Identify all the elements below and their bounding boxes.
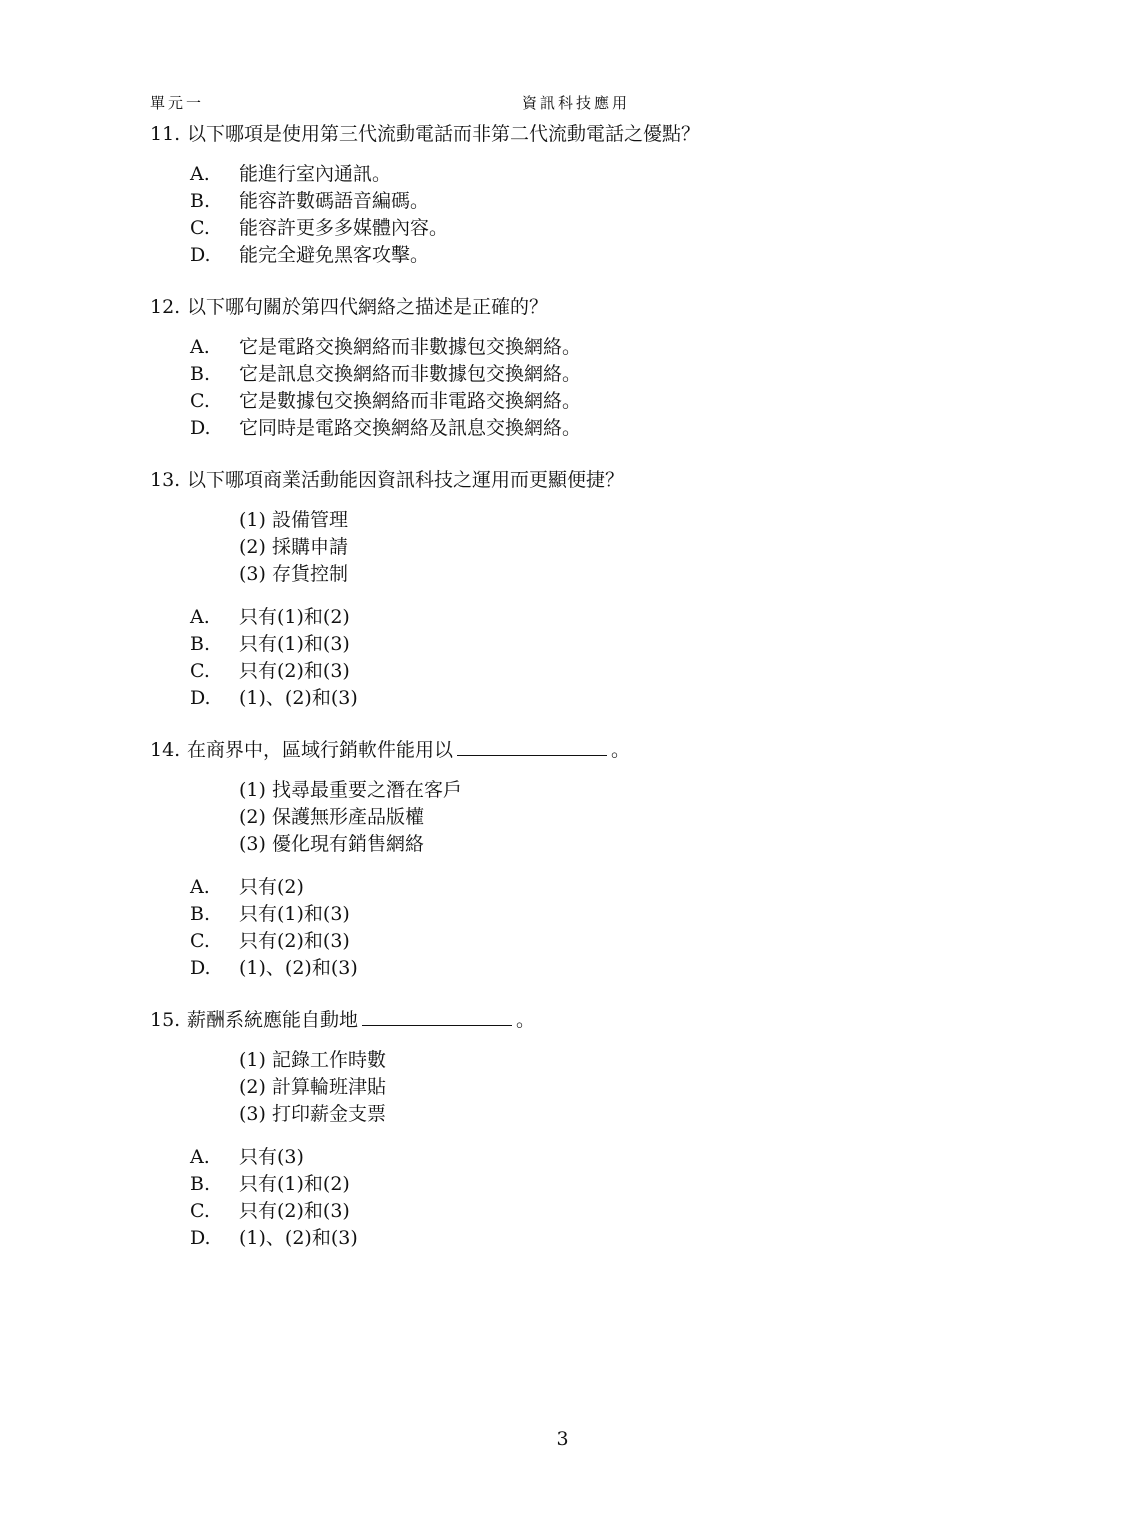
question-14 bbox=[150, 734, 1000, 982]
option-text: 只有(1)和(2) bbox=[239, 1173, 350, 1195]
option-text: (1)、(2)和(3) bbox=[239, 957, 358, 979]
option-d bbox=[190, 955, 1000, 982]
statement-item: (2) 採購申請 bbox=[239, 536, 348, 558]
option-list bbox=[190, 874, 1000, 982]
option-d bbox=[190, 415, 1000, 442]
statement-item: (2) 計算輪班津貼 bbox=[239, 1076, 386, 1098]
option-letter: B. bbox=[190, 1173, 211, 1195]
option-b bbox=[190, 188, 1000, 215]
statement-list bbox=[239, 777, 1000, 858]
option-c bbox=[190, 215, 1000, 242]
option-b bbox=[190, 361, 1000, 388]
question-15 bbox=[150, 1004, 1000, 1252]
option-text: 能容許數碼語音編碼。 bbox=[239, 190, 430, 212]
option-letter: B. bbox=[190, 903, 211, 925]
option-list bbox=[190, 1144, 1000, 1252]
option-letter: C. bbox=[190, 390, 210, 412]
option-b bbox=[190, 631, 1000, 658]
question-number: 14. bbox=[150, 739, 181, 761]
option-text: (1)、(2)和(3) bbox=[239, 687, 358, 709]
option-letter: A. bbox=[190, 606, 210, 628]
question-stem bbox=[150, 1004, 1000, 1036]
option-letter: C. bbox=[190, 930, 210, 952]
option-b bbox=[190, 1171, 1000, 1198]
option-letter: A. bbox=[190, 163, 210, 185]
option-a bbox=[190, 604, 1000, 631]
statement-item: (3) 打印薪金支票 bbox=[239, 1103, 386, 1125]
option-d bbox=[190, 1225, 1000, 1252]
option-c bbox=[190, 928, 1000, 955]
statement-item: (2) 保護無形產品版權 bbox=[239, 806, 424, 828]
option-letter: A. bbox=[190, 336, 210, 358]
option-text: 只有(1)和(3) bbox=[239, 903, 350, 925]
statement-list bbox=[239, 1047, 1000, 1128]
unit-label: 單元一 bbox=[150, 94, 205, 112]
option-list bbox=[190, 334, 1000, 442]
subject-title: 資訊科技應用 bbox=[522, 94, 631, 112]
option-text: 只有(2)和(3) bbox=[239, 930, 350, 952]
option-letter: C. bbox=[190, 217, 210, 239]
option-text: 只有(2)和(3) bbox=[239, 660, 350, 682]
question-text: 以下哪項商業活動能因資訊科技之運用而更顯便捷？ bbox=[187, 469, 625, 491]
answer-blank bbox=[457, 736, 607, 756]
question-12 bbox=[150, 291, 1000, 442]
option-text: 能容許更多多媒體內容。 bbox=[239, 217, 449, 239]
option-letter: D. bbox=[190, 957, 211, 979]
option-letter: D. bbox=[190, 687, 211, 709]
option-b bbox=[190, 901, 1000, 928]
statement-item: (3) 存貨控制 bbox=[239, 563, 348, 585]
question-stem bbox=[150, 734, 1000, 766]
option-text: 能完全避免黑客攻擊。 bbox=[239, 244, 430, 266]
option-letter: B. bbox=[190, 633, 211, 655]
option-a bbox=[190, 161, 1000, 188]
option-text: 只有(2) bbox=[239, 876, 304, 898]
question-stem bbox=[150, 291, 1000, 323]
question-number: 12. bbox=[150, 296, 181, 318]
option-letter: D. bbox=[190, 417, 211, 439]
option-list bbox=[190, 604, 1000, 712]
question-text: 以下哪句關於第四代網絡之描述是正確的？ bbox=[187, 296, 549, 318]
statement-item: (1) 找尋最重要之潛在客戶 bbox=[239, 779, 462, 801]
statement-item: (1) 設備管理 bbox=[239, 509, 348, 531]
page-header bbox=[150, 92, 950, 116]
question-number: 15. bbox=[150, 1009, 181, 1031]
question-text-end: 。 bbox=[611, 739, 631, 761]
option-a bbox=[190, 334, 1000, 361]
statement-item: (1) 記錄工作時數 bbox=[239, 1049, 386, 1071]
question-text: 薪酬系統應能自動地 bbox=[187, 1009, 359, 1031]
question-11 bbox=[150, 118, 1000, 269]
question-text: 在商界中，區域行銷軟件能用以 bbox=[187, 739, 454, 761]
option-letter: B. bbox=[190, 190, 211, 212]
question-stem bbox=[150, 118, 1000, 150]
option-c bbox=[190, 658, 1000, 685]
option-text: 它是電路交換網絡而非數據包交換網絡。 bbox=[239, 336, 582, 358]
option-d bbox=[190, 685, 1000, 712]
option-text: 它是數據包交換網絡而非電路交換網絡。 bbox=[239, 390, 582, 412]
option-d bbox=[190, 242, 1000, 269]
option-c bbox=[190, 1198, 1000, 1225]
option-a bbox=[190, 874, 1000, 901]
statement-list bbox=[239, 507, 1000, 588]
option-letter: D. bbox=[190, 244, 211, 266]
question-list bbox=[150, 118, 1000, 1274]
option-text: 只有(1)和(2) bbox=[239, 606, 350, 628]
statement-item: (3) 優化現有銷售網絡 bbox=[239, 833, 424, 855]
option-letter: B. bbox=[190, 363, 211, 385]
option-text: 只有(2)和(3) bbox=[239, 1200, 350, 1222]
option-text: (1)、(2)和(3) bbox=[239, 1227, 358, 1249]
option-letter: A. bbox=[190, 1146, 210, 1168]
option-letter: D. bbox=[190, 1227, 211, 1249]
option-text: 只有(1)和(3) bbox=[239, 633, 350, 655]
option-text: 能進行室內通訊。 bbox=[239, 163, 392, 185]
question-text: 以下哪項是使用第三代流動電話而非第二代流動電話之優點？ bbox=[187, 123, 701, 145]
question-text-end: 。 bbox=[516, 1009, 536, 1031]
option-letter: C. bbox=[190, 660, 210, 682]
answer-blank bbox=[362, 1006, 512, 1026]
page-number: 3 bbox=[556, 1428, 569, 1450]
question-13 bbox=[150, 464, 1000, 712]
option-letter: A. bbox=[190, 876, 210, 898]
option-letter: C. bbox=[190, 1200, 210, 1222]
option-text: 只有(3) bbox=[239, 1146, 304, 1168]
option-a bbox=[190, 1144, 1000, 1171]
option-text: 它是訊息交換網絡而非數據包交換網絡。 bbox=[239, 363, 582, 385]
question-number: 13. bbox=[150, 469, 181, 491]
question-number: 11. bbox=[150, 123, 181, 145]
option-c bbox=[190, 388, 1000, 415]
question-stem bbox=[150, 464, 1000, 496]
option-list bbox=[190, 161, 1000, 269]
option-text: 它同時是電路交換網絡及訊息交換網絡。 bbox=[239, 417, 582, 439]
